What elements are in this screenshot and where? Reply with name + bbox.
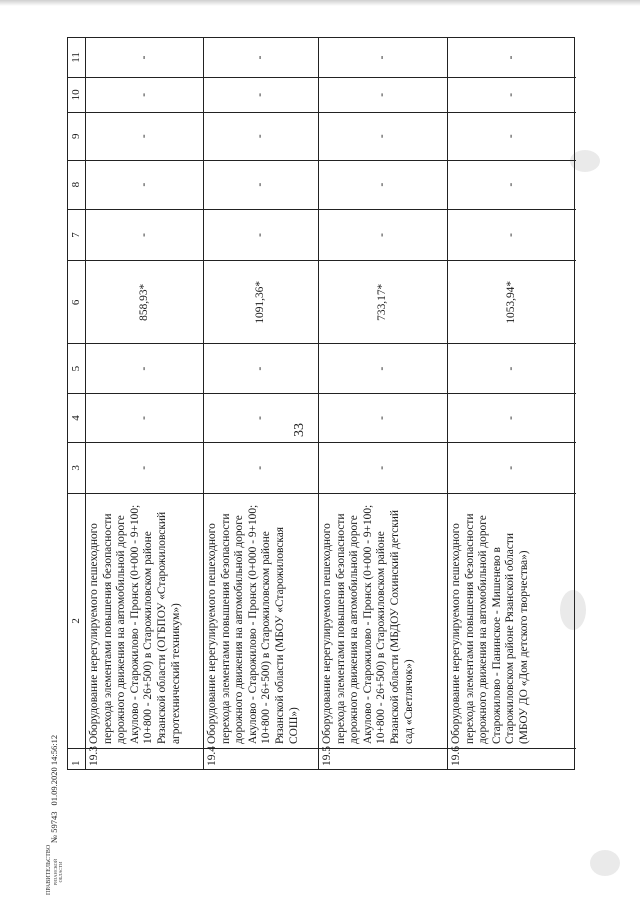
cell-col-10: - xyxy=(86,77,203,112)
cell-col-6: 733,17* xyxy=(319,260,447,343)
header-col-1: 1 xyxy=(68,748,85,769)
cell-col-10: - xyxy=(319,77,447,112)
cell-col-5: - xyxy=(204,343,318,393)
header-col-2: 2 xyxy=(68,493,85,748)
row-number: 19.5 xyxy=(319,748,447,769)
cell-col-7: - xyxy=(86,209,203,261)
registry-stamp-logo xyxy=(45,844,63,895)
table-container xyxy=(67,37,575,770)
cell-col-8: - xyxy=(448,160,576,209)
stamp-subtext: РЯЗАНСКОЙ ОБЛАСТИ xyxy=(52,858,63,886)
row-description: Оборудование нерегулируемого пешеходного перехода элементами повышения безопасности дорожного движения на автомобильной дороге Старожилово - Панинское - Мишенево в Старожиловском районе Рязанской области (МБОУ ДО «Дом детского творчества») xyxy=(448,493,576,748)
row-description: Оборудование нерегулируемого пешеходного перехода элементами повышения безопасности дорожного движения на автомобильной дороге Акулово - Старожилово - Пронск (0+000 - 9+100; 10+800 - 26+500) в Старожиловском районе Рязанской области (МБДОУ Сохинский детский сад «Светлячок») xyxy=(319,493,447,748)
cell-col-7: - xyxy=(448,209,576,261)
header-col-3: 3 xyxy=(68,442,85,493)
registration-footer xyxy=(30,734,90,895)
scan-noise xyxy=(560,590,586,630)
cell-col-5: - xyxy=(448,343,576,393)
header-col-5: 5 xyxy=(68,343,85,393)
cell-col-9: - xyxy=(86,112,203,160)
cell-col-10: - xyxy=(448,77,576,112)
cell-col-11: - xyxy=(376,55,389,60)
cell-col-3: - xyxy=(86,442,203,493)
doc-timestamp: 01.09.2020 14:56:12 xyxy=(49,734,59,806)
table-header-row xyxy=(68,38,86,769)
doc-number: № 59743 xyxy=(49,811,59,843)
header-col-8: 8 xyxy=(68,160,85,209)
cell-col-11: - xyxy=(254,55,267,60)
header-col-10: 10 xyxy=(68,77,85,112)
header-col-4: 4 xyxy=(68,393,85,442)
cell-col-8: - xyxy=(86,160,203,209)
cell-col-7: - xyxy=(204,209,318,261)
table-row xyxy=(319,38,448,769)
cell-col-6: 1053,94* xyxy=(448,260,576,343)
table-row xyxy=(204,38,319,769)
row-description: Оборудование нерегулируемого пешеходного перехода элементами повышения безопасности дорожного движения на автомобильной дороге Акулово - Старожилово - Пронск (0+000 - 9+100; 10+800 - 26+500) в Старожиловском районе Рязанской области (МБОУ «Старожиловская СОШ») xyxy=(204,493,318,748)
cell-col-9: - xyxy=(448,112,576,160)
cell-col-6: 858,93* xyxy=(86,260,203,343)
header-col-11: 11 xyxy=(69,52,82,63)
cell-col-9: - xyxy=(204,112,318,160)
header-col-9: 9 xyxy=(68,112,85,160)
data-table xyxy=(67,37,575,770)
cell-col-8: - xyxy=(204,160,318,209)
table-row xyxy=(86,38,204,769)
cell-col-6: 1091,36* xyxy=(204,260,318,343)
page-number: 33 xyxy=(292,423,307,437)
cell-col-5: - xyxy=(319,343,447,393)
cell-col-11: - xyxy=(137,55,150,60)
scan-noise xyxy=(570,150,600,172)
scan-noise xyxy=(590,850,620,876)
cell-col-4: - xyxy=(204,393,318,442)
cell-col-3: - xyxy=(204,442,318,493)
row-number: 19.3 xyxy=(86,748,203,769)
cell-col-4: - xyxy=(319,393,447,442)
cell-col-9: - xyxy=(319,112,447,160)
table-row xyxy=(448,38,576,769)
row-number: 19.4 xyxy=(204,748,318,769)
cell-col-11: - xyxy=(505,55,518,60)
cell-col-10: - xyxy=(204,77,318,112)
cell-col-3: - xyxy=(448,442,576,493)
header-col-7: 7 xyxy=(68,209,85,261)
cell-col-4: - xyxy=(448,393,576,442)
stamp-text: ПРАВИТЕЛЬСТВО xyxy=(45,844,52,895)
cell-col-7: - xyxy=(319,209,447,261)
cell-col-8: - xyxy=(319,160,447,209)
row-number: 19.6 xyxy=(448,748,576,769)
row-description: Оборудование нерегулируемого пешеходного перехода элементами повышения безопасности дорожного движения на автомобильной дороге Акулово - Старожилово - Пронск (0+000 - 9+100; 10+800 - 26+500) в Старожиловском районе Рязанской области (ОГБПОУ «Старожиловский агротехнический техникум») xyxy=(86,493,203,748)
cell-col-4: - xyxy=(86,393,203,442)
cell-col-3: - xyxy=(319,442,447,493)
header-col-6: 6 xyxy=(68,260,85,343)
registration-footer-rotated xyxy=(34,695,74,895)
cell-col-5: - xyxy=(86,343,203,393)
scan-edge xyxy=(0,0,640,6)
